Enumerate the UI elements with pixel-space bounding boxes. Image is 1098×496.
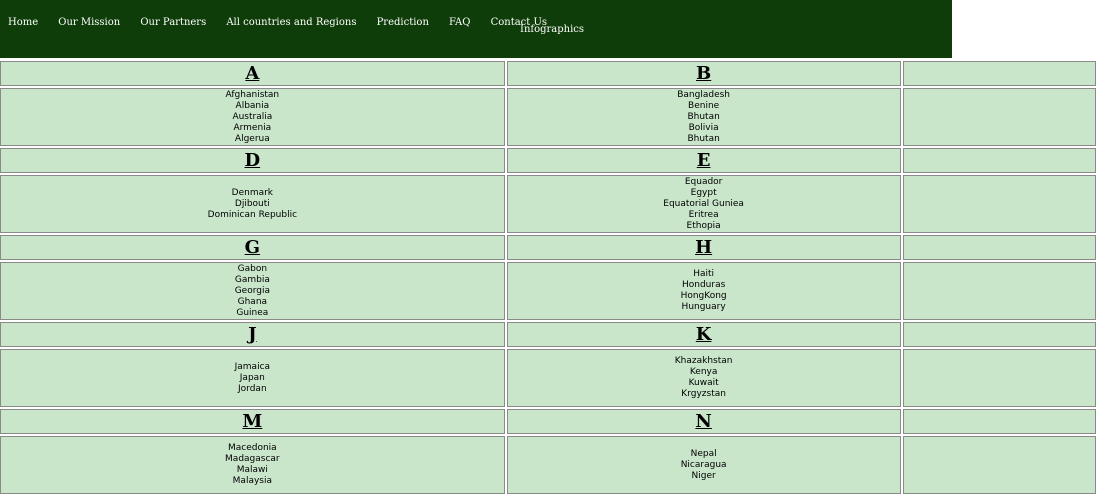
country-link[interactable]: Gambia	[234, 274, 270, 285]
country-link[interactable]: Denmark	[231, 187, 274, 198]
nav-all-countries-link[interactable]: All countries and Regions	[226, 17, 357, 28]
section-letter-link[interactable]: D	[244, 150, 261, 171]
empty-cell	[903, 409, 1096, 434]
empty-cell	[903, 148, 1096, 173]
letter-header-row	[0, 61, 1096, 86]
letter-header-cell	[0, 148, 505, 173]
empty-cell	[903, 322, 1096, 347]
country-link[interactable]: Bhutan	[687, 133, 720, 144]
country-link[interactable]: Eritrea	[688, 209, 719, 220]
country-list-cell	[0, 349, 505, 407]
country-list-cell	[0, 262, 505, 320]
empty-cell	[903, 61, 1096, 86]
country-link[interactable]: Algerua	[234, 133, 270, 144]
country-link[interactable]: Egypt	[690, 187, 717, 198]
section-letter-link[interactable]: N	[695, 411, 712, 432]
letter-header-cell	[507, 409, 901, 434]
country-link[interactable]: Australia	[232, 111, 273, 122]
country-list-row	[0, 436, 1096, 494]
nav-faq-link[interactable]: FAQ	[448, 17, 471, 28]
country-link[interactable]: Armenia	[233, 122, 272, 133]
country-list-row	[0, 175, 1096, 233]
country-link[interactable]: HongKong	[680, 291, 727, 301]
section-letter-link[interactable]: B	[696, 63, 712, 84]
country-link[interactable]: Equador	[684, 176, 723, 187]
country-link[interactable]: Gabon	[237, 263, 268, 274]
country-list-row	[0, 88, 1096, 146]
section-letter-link[interactable]: K	[695, 324, 712, 345]
letter-header-cell	[507, 148, 901, 173]
country-list-cell	[0, 175, 505, 233]
country-link[interactable]: Bangladesh	[677, 89, 730, 100]
section-letter-link[interactable]: A	[245, 63, 260, 84]
section-letter-link[interactable]: E	[696, 150, 711, 171]
empty-cell	[903, 175, 1096, 233]
countries-table	[0, 59, 1098, 496]
country-link[interactable]: Georgia	[234, 285, 270, 296]
letter-header-cell	[0, 322, 505, 347]
country-link[interactable]: Japan	[239, 372, 265, 383]
country-link[interactable]: Malaysia	[232, 476, 272, 486]
empty-cell	[903, 88, 1096, 146]
country-link[interactable]: Niger	[691, 470, 716, 481]
empty-cell	[903, 349, 1096, 407]
country-link[interactable]: Kenya	[689, 367, 718, 377]
country-link[interactable]: Bolivia	[688, 122, 719, 133]
section-letter-link[interactable]: H	[695, 237, 713, 258]
country-link[interactable]: Kuwait	[688, 378, 719, 388]
letter-header-row	[0, 409, 1096, 434]
letter-header-cell	[507, 61, 901, 86]
country-link[interactable]: Ghana	[237, 296, 268, 307]
country-link[interactable]: Equatorial Guniea	[663, 198, 744, 209]
section-letter-link[interactable]: M	[242, 411, 263, 432]
empty-cell	[903, 436, 1096, 494]
letter-header-row	[0, 235, 1096, 260]
country-list-cell	[0, 88, 505, 146]
country-link[interactable]: Haiti	[693, 269, 715, 279]
country-link[interactable]: Malawi	[236, 465, 268, 475]
country-list-row	[0, 349, 1096, 407]
section-letter-link[interactable]: G	[244, 237, 261, 258]
country-link[interactable]: Jamaica	[234, 361, 271, 372]
country-link[interactable]: Albania	[235, 100, 270, 111]
country-list-cell	[507, 436, 901, 494]
letter-header-cell	[0, 409, 505, 434]
country-link[interactable]: Krgyzstan	[681, 389, 726, 399]
letter-header-row	[0, 148, 1096, 173]
country-link[interactable]: Nicaragua	[680, 459, 727, 470]
nav-links	[8, 10, 562, 29]
empty-cell	[903, 235, 1096, 260]
nav-our-partners-link[interactable]: Our Partners	[140, 17, 207, 28]
countries-grid	[0, 61, 957, 486]
country-link[interactable]: Honduras	[681, 280, 726, 290]
country-list-cell	[507, 88, 901, 146]
country-link[interactable]: Afghanistan	[225, 89, 280, 100]
letter-header-cell	[0, 61, 505, 86]
country-link[interactable]: Guinea	[236, 307, 269, 318]
section-letter-link[interactable]: J	[248, 324, 257, 345]
nav-contact-us-link[interactable]: Contact Us	[490, 17, 548, 28]
country-link[interactable]: Khazakhstan	[674, 356, 733, 366]
country-list-row	[0, 262, 1096, 320]
country-list-cell	[507, 349, 901, 407]
letter-header-cell	[507, 322, 901, 347]
country-link[interactable]: Macedonia	[227, 443, 277, 453]
country-list-cell	[507, 175, 901, 233]
letter-header-cell	[507, 235, 901, 260]
country-link[interactable]: Ethopia	[686, 220, 721, 231]
page-edge	[952, 0, 957, 58]
country-link[interactable]: Bhutan	[687, 111, 720, 122]
country-list-cell	[507, 262, 901, 320]
country-link[interactable]: Madagascar	[225, 454, 280, 464]
letter-header-cell	[0, 235, 505, 260]
country-list-cell	[0, 436, 505, 494]
country-link[interactable]: Djibouti	[234, 198, 270, 209]
country-link[interactable]: Jordan	[238, 383, 267, 394]
country-link[interactable]: Dominican Republic	[207, 209, 298, 220]
country-link[interactable]: Nepal	[690, 448, 717, 459]
country-link[interactable]: Benine	[688, 100, 720, 111]
nav-prediction-link[interactable]: Prediction	[376, 17, 429, 28]
letter-header-row	[0, 322, 1096, 347]
empty-cell	[903, 262, 1096, 320]
nav-our-mission-link[interactable]: Our Mission	[58, 17, 121, 28]
nav-infographics-link[interactable]: Infographics	[520, 24, 585, 35]
nav-home-link[interactable]: Home	[8, 17, 39, 28]
top-navigation-bar	[0, 0, 952, 58]
country-link[interactable]: Hunguary	[681, 302, 726, 312]
